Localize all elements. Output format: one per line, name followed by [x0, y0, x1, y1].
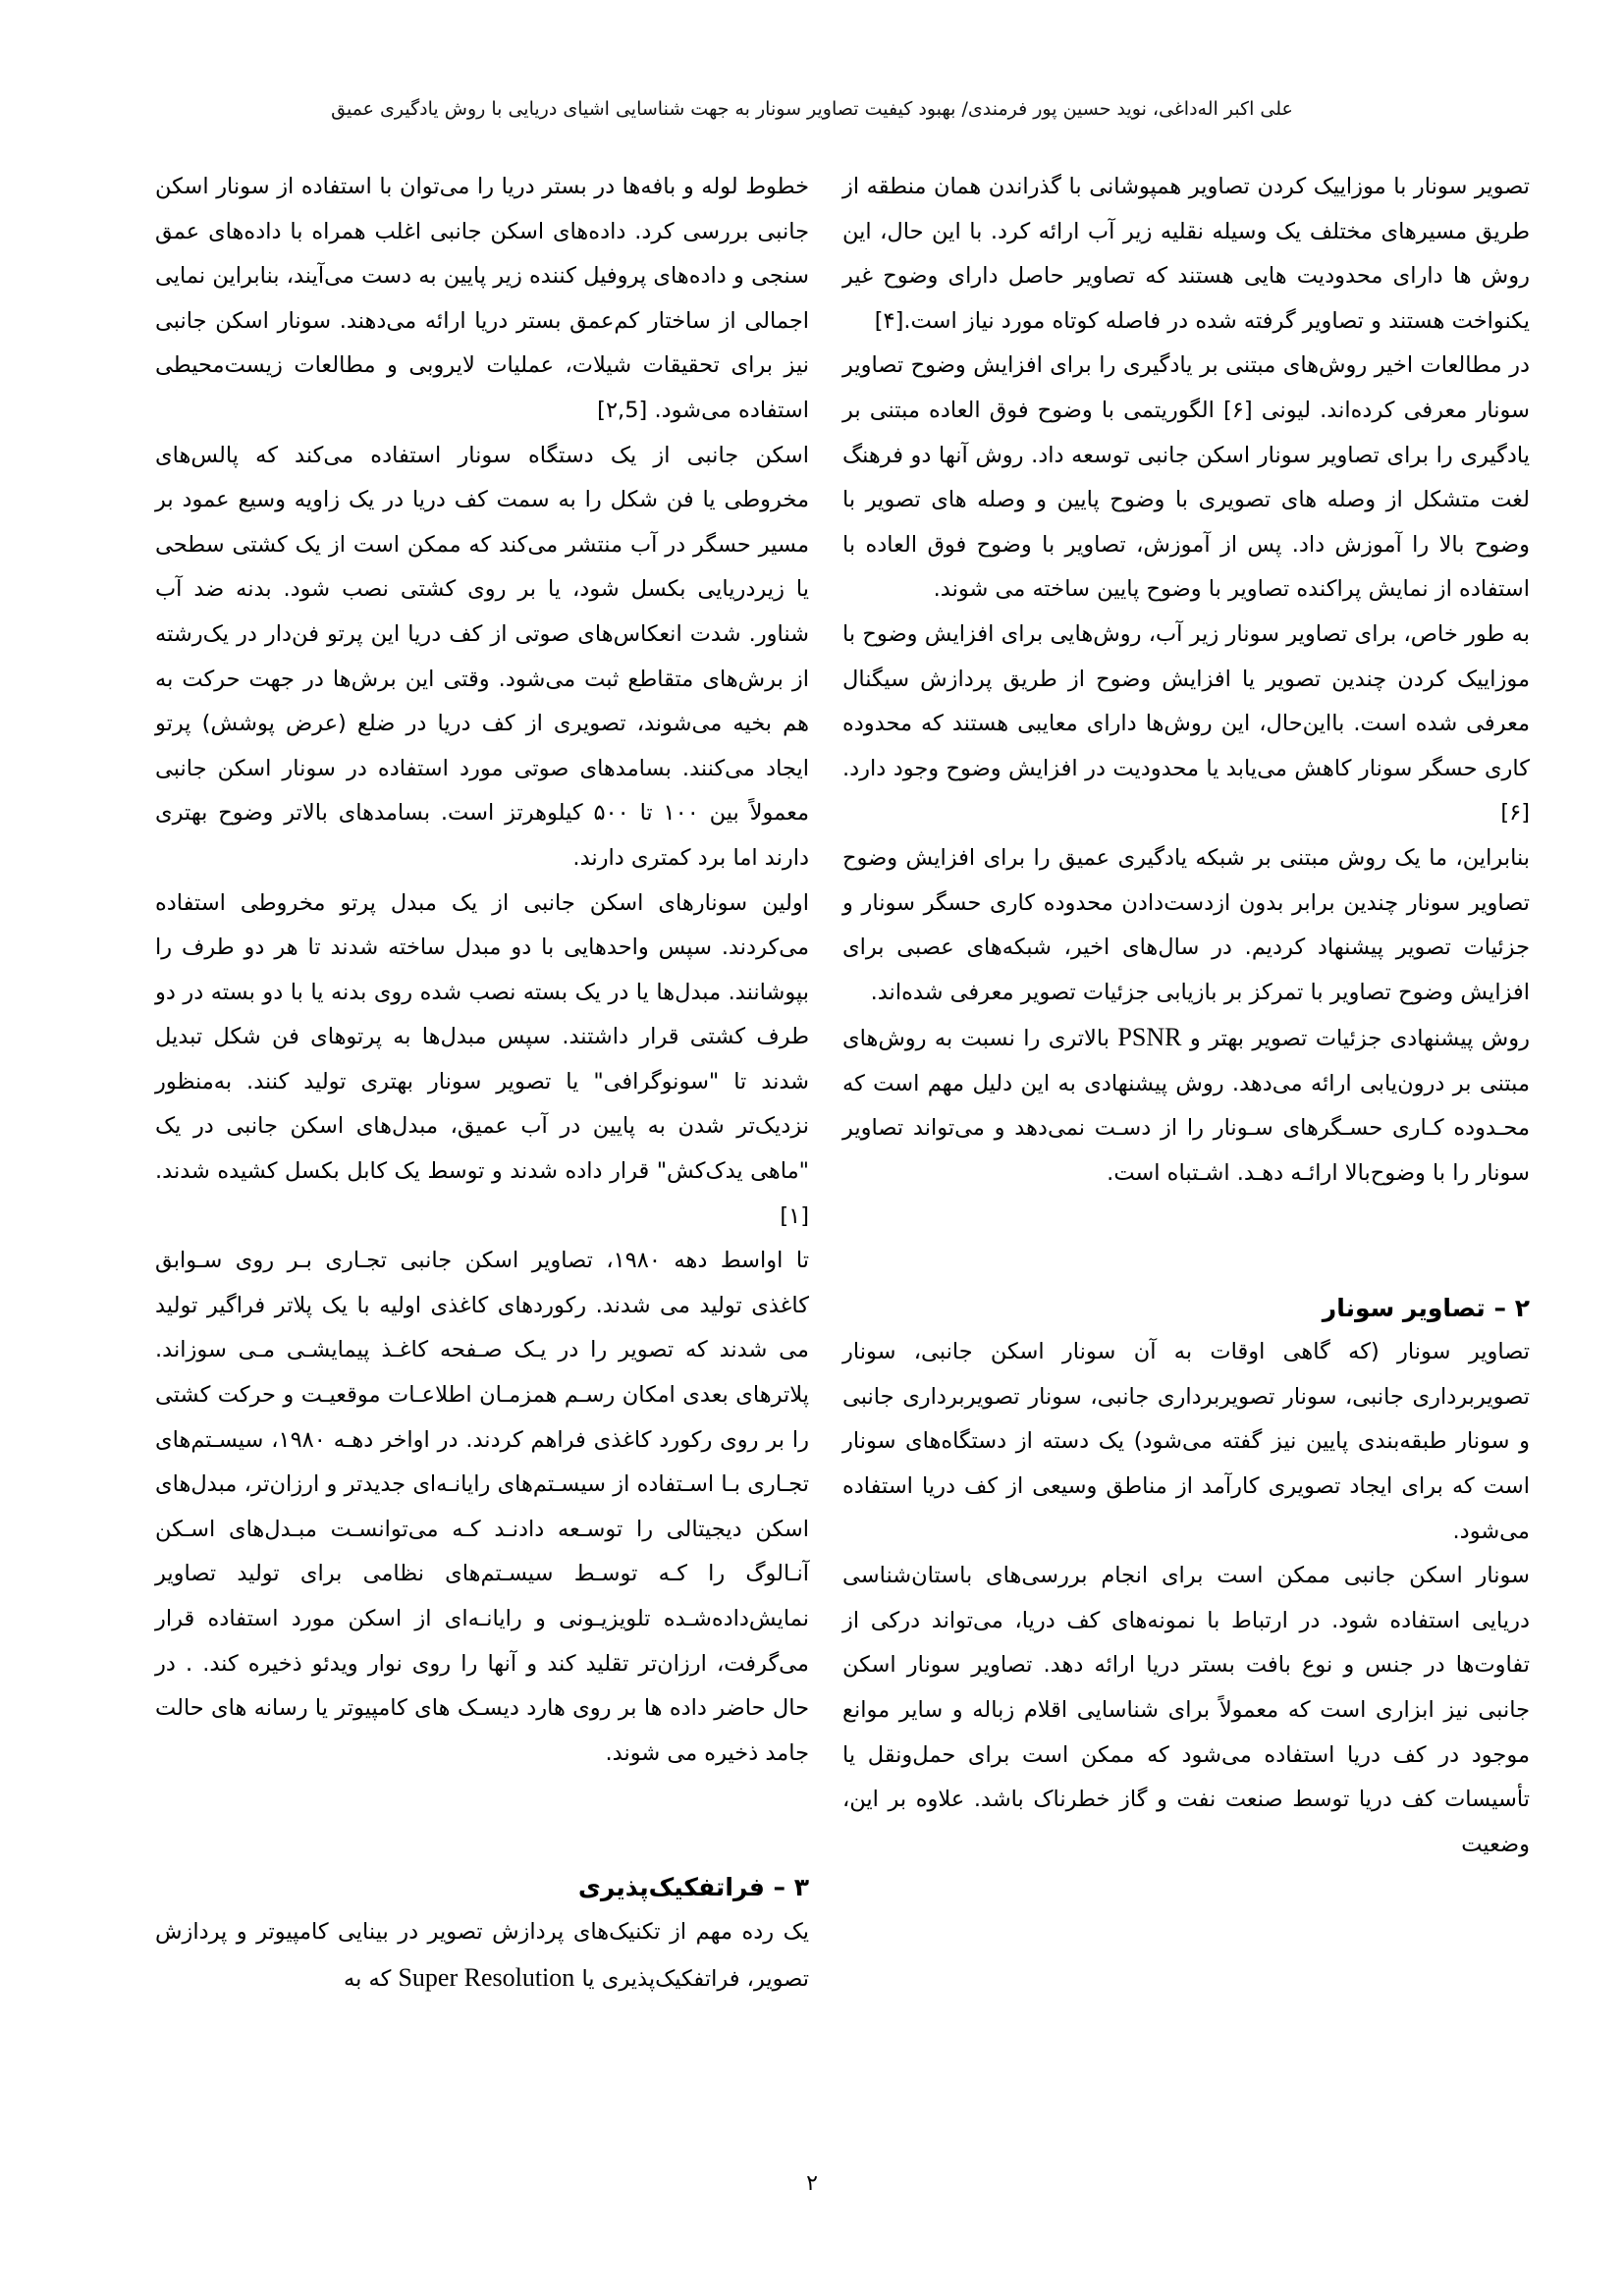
section-heading-sonar-images: ۲ – تصاویر سونار — [1322, 1293, 1530, 1322]
paragraph: در مطالعات اخیر روش‌های مبتنی بر یادگیری را برای افزایش وضوح تصاویر سونار معرفی کرده‌اند. لیونی [۶] الگوریتمی با وضوح فوق العاده مبتنی بر یادگیری را برای تصاویر سونار اسکن جانبی توسعه داد. روش آنها دو فرهنگ لغت متشکل از وصله های تصویری با وضوح پایین و وصله های تصویر با وضوح بالا را آموزش داد. پس از آموزش، تصاویر با وضوح فوق العاده با استفاده از نمایش پراکنده تصاویر با وضوح پایین ساخته می شوند. — [842, 352, 1530, 603]
paragraph: اولین سونارهای اسکن جانبی از یک مبدل پرتو مخروطی استفاده می‌کردند. سپس واحدهایی با دو مبدل ساخته شدند تا هر دو طرف را بپوشانند. مبدل‌ها یا در یک بسته نصب شده روی بدنه یا با دو بسته در دو طرف کشتی قرار داشتند. سپس مبدل‌ها به پرتوهای فن شکل تبدیل شدند تا "سونوگرافی" یا تصویر سونار بهتری تولید کنند. به‌منظور نزدیک‌تر شدن به پایین در آب عمیق، مبدل‌های اسکن جانبی در یک "ماهی یدک‌کش" قرار داده شدند و توسط یک کابل بکسل کشیده شدند.[۱] — [155, 889, 809, 1229]
paragraph: به طور خاص، برای تصاویر سونار زیر آب، روش‌هایی برای افزایش وضوح با موزاییک کردن چندین تصویر یا افزایش وضوح از طریق پردازش سیگنال معرفی شده است. بااین‌حال، این روش‌ها دارای معایبی هستند که محدوده کاری حسگر سونار کاهش می‌یابد یا محدودیت در افزایش وضوح وجود دارد. [۶] — [842, 620, 1530, 827]
latin-term-super-resolution: Super Resolution — [398, 1962, 575, 1992]
text-run: بالاتری را نسبت به روش‌های مبتنی بر درون‌یابی ارائه می‌دهد. روش پیشنهادی به این دلیل مهم است که محـدوده کـاری حسـگرهای سـونار را از دسـت نمی‌دهد و می‌تواند تصاویر سونار را با وضوح‌بالا ارائـه دهـد. اشـتباه است. — [842, 1026, 1530, 1187]
paragraph: سونار اسکن جانبی ممکن است برای انجام بررسی‌های باستان‌شناسی دریایی استفاده شود. در ارتباط با نمونه‌های کف دریا، می‌تواند درکی از تفاوت‌ها در جنس و نوع بافت بستر دریا ارائه دهد. تصاویر سونار اسکن جانبی نیز ابزاری است که معمولاً برای شناسایی اقلام زباله و سایر موانع موجود در کف دریا استفاده می‌شود که ممکن است برای حمل‌ونقل یا تأسیسات کف دریا توسط صنعت نفت و گاز خطرناک باشد. علاوه بر این، وضعیت — [842, 1563, 1530, 1857]
left-column — [155, 165, 809, 2002]
text-run: که به — [344, 1965, 399, 1992]
section-spacer — [842, 1197, 1530, 1286]
paragraph: خطوط لوله و بافه‌ها در بستر دریا را می‌توان با استفاده از سونار اسکن جانبی بررسی کرد. داده‌های اسکن جانبی اغلب همراه با داده‌های عمق سنجی و داده‌های پروفیل کننده زیر پایین به دست می‌آیند، بنابراین نمایی اجمالی از ساختار کم‌عمق بستر دریا ارائه می‌دهند. سونار اسکن جانبی نیز برای تحقیقات شیلات، عملیات لایروبی و مطالعات زیست‌محیطی استفاده می‌شود. [۲,5] — [155, 174, 809, 423]
text-run: روش پیشنهادی جزئیات تصویر بهتر و — [1181, 1026, 1531, 1052]
section-heading-super-resolution: ۳ – فراتفکیک‌پذیری — [577, 1873, 809, 1902]
latin-term-psnr: PSNR — [1117, 1023, 1182, 1052]
paragraph — [842, 1015, 1530, 1196]
right-column — [842, 165, 1530, 1867]
paragraph: تصویر سونار با موزاییک کردن تصاویر همپوشانی با گذراندن همان منطقه از طریق مسیرهای مختلف یک وسیله نقلیه زیر آب ارائه کرد. با این حال، این روش ها دارای محدودیت هایی هستند که تصاویر حاصل دارای وضوح غیر یکنواخت هستند و تصاویر گرفته شده در فاصله کوتاه مورد نیاز است.[۴] — [842, 174, 1530, 334]
running-header: علی اکبر اله‌داغی، نوید حسین پور فرمندی/ بهبود کیفیت تصاویر سونار به جهت شناسایی اشیای دریایی با روش یادگیری عمیق — [331, 98, 1293, 120]
text-run: یک رده مهم از تکنیک‌های پردازش تصویر در بینایی کامپیوتر و پردازش تصویر، فراتفکیک‌پذیری یا — [155, 1918, 809, 1992]
paragraph: تصاویر سونار (که گاهی اوقات به آن سونار اسکن جانبی، سونار تصویربرداری جانبی، سونار تصویربرداری جانبی، سونار تصویربرداری جانبی و سونار طبقه‌بندی پایین نیز گفته می‌شود) یک دسته از دستگاه‌های سونار است که برای ایجاد تصویری کارآمد از مناطق وسیعی از کف دریا استفاده می‌شود. — [842, 1339, 1530, 1544]
section-spacer — [155, 1776, 809, 1865]
paragraph: اسکن جانبی از یک دستگاه سونار استفاده می‌کند که پالس‌های مخروطی یا فن شکل را به سمت کف دریا در یک زاویه وسیع عمود بر مسیر حسگر در آب منتشر می‌کند که ممکن است از یک کشتی سطحی یا زیردریایی بکسل شود، یا بر روی کشتی نصب شود. بدنه ضد آب شناور. شدت انعکاس‌های صوتی از کف دریا این پرتو فن‌دار در یک‌رشته از برش‌های متقاطع ثبت می‌شود. وقتی این برش‌ها در جهت حرکت به هم بخیه می‌شوند، تصویری از کف دریا در ضلع (عرض پوشش) پرتو ایجاد می‌کنند. بسامدهای صوتی مورد استفاده در سونار اسکن جانبی معمولاً بین ۱۰۰ تا ۵۰۰ کیلوهرتز است. بسامدهای بالاتر وضوح بهتری دارند اما برد کمتری دارند. — [155, 442, 810, 871]
paragraph: بنابراین، ما یک روش مبتنی بر شبکه یادگیری عمیق را برای افزایش وضوح تصاویر سونار چندین برابر بدون ازدست‌دادن محدوده کاری حسگر سونار و جزئیات تصویر پیشنهاد کردیم. در سال‌های اخیر، شبکه‌های عصبی برای افزایش وضوح تصاویر با تمرکز بر بازیابی جزئیات تصویر معرفی شده‌اند. — [842, 844, 1530, 1005]
paragraph: تا اواسط دهه ۱۹۸۰، تصاویر اسکن جانبی تجـاری بـر روی سـوابق کاغذی تولید می شدند. رکوردهای کاغذی اولیه با یک پلاتر فراگیر تولید می شدند که تصویر را در یـک صـفحه کاغـذ پیمایشـی مـی سوزاند. پلاترهای بعدی امکان رسـم همزمـان اطلاعـات موقعیـت و حرکت کشتی را بر روی رکورد کاغذی فراهم کردند. در اواخر دهـه ۱۹۸۰، سیسـتم‌های تجـاری بـا اسـتفاده از سیسـتم‌های رایانـه‌ای جدیدتر و ارزان‌تر، مبدل‌های اسکن دیجیتالی را توسـعه دادنـد کـه می‌توانسـت مبـدل‌های اسـکن آنـالوگ را کـه توسـط سیسـتم‌های نظامی برای تولید تصاویر نمایش‌داده‌شـده تلویزیـونی و رایانـه‌ای از اسکن مورد استفاده قرار می‌گرفت، ارزان‌تر تقلید کند و آنها را روی نوار ویدئو ذخیره کند. . در حال حاضر داده ها بر روی هارد دیسـک های کامپیوتر یا رسانه های حالت جامد ذخیره می شوند. — [155, 1248, 809, 1766]
page-number: ۲ — [806, 2171, 818, 2196]
paragraph — [155, 1910, 809, 2002]
